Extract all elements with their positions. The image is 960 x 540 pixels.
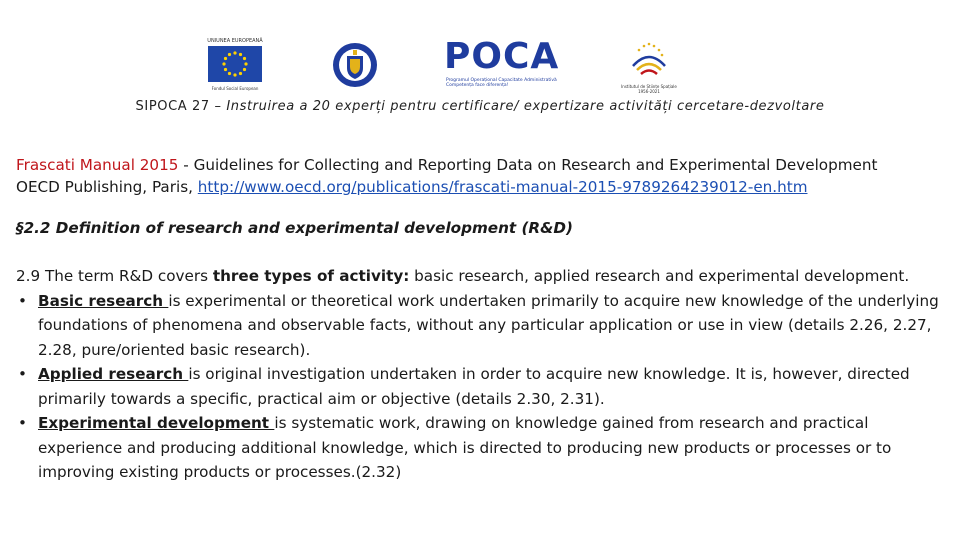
- term-basic-research: Basic research: [38, 291, 169, 310]
- section-heading: §2.2 Definition of research and experimental development (R&D): [16, 219, 573, 237]
- intro-prefix: 2.9 The term R&D covers: [16, 267, 213, 285]
- intro-suffix: basic research, applied research and experimental development.: [409, 267, 910, 285]
- poca-logo: [444, 36, 562, 92]
- government-logo: [333, 40, 377, 90]
- list-item-applied-research: [16, 362, 951, 411]
- bullet-icon: •: [18, 291, 27, 310]
- poca-logo-subcaption: [446, 78, 562, 88]
- term-experimental-development: Experimental development: [38, 414, 275, 432]
- definition-text: is original investigation undertaken in order to acquire new knowledge. It is, however, directed primarily towards a specific, practical aim or objective (details 2.30, 2.31).: [38, 365, 910, 408]
- institute-logo-caption: [619, 84, 679, 94]
- definition-body: [16, 264, 951, 485]
- poca-tagline: Competența face diferența!: [446, 83, 509, 88]
- list-item-experimental-development: [16, 411, 951, 485]
- project-name: Instruirea a 20 experți pentru certificare/ expertizare activități cercetare-dezvoltare: [226, 99, 825, 114]
- reference-title: Guidelines for Collecting and Reporting Data on Research and Experimental Development: [193, 156, 878, 174]
- institute-logo-icon: [625, 38, 673, 84]
- reference-link[interactable]: http://www.oecd.org/publications/frascati-manual-2015-9789264239012-en.htm: [197, 178, 808, 196]
- logo-strip: [0, 30, 960, 95]
- bullet-icon: •: [18, 365, 27, 383]
- reference-publisher: OECD Publishing, Paris,: [16, 178, 198, 196]
- eu-logo: [206, 38, 264, 96]
- project-title: [0, 99, 960, 114]
- romanian-coat-of-arms-icon: [333, 40, 377, 90]
- intro-emphasis: three types of activity:: [212, 267, 410, 285]
- intro-paragraph: [16, 264, 951, 289]
- reference-source: Frascati Manual 2015: [16, 156, 179, 174]
- bullet-icon: •: [18, 414, 27, 432]
- institute-name: Institutul de Științe Spațiale: [621, 84, 677, 89]
- eu-flag-icon: [208, 46, 262, 82]
- reference-separator: -: [178, 156, 194, 174]
- definition-list: [16, 289, 951, 485]
- institute-years: 1956-2021: [638, 89, 660, 94]
- poca-program-name: Programul Operațional Capacitate Administrativă: [446, 78, 557, 83]
- project-code: SIPOCA 27 –: [135, 99, 227, 114]
- reference-citation: [16, 154, 951, 198]
- poca-wordmark: POCA: [444, 36, 560, 77]
- eu-logo-caption: UNIUNEA EUROPEANĂ: [207, 38, 263, 44]
- definition-text: is systematic work, drawing on knowledge gained from research and practical experience and producing additional knowledge, which is directed to producing new products or processes or to improving existing products or processes.(2.32): [38, 414, 892, 481]
- eu-logo-subcaption: Fondul Social European: [211, 86, 259, 91]
- definition-text: is experimental or theoretical work undertaken primarily to acquire new knowledge of the underlying foundations of phenomena and observable facts, without any particular application or use in view (details 2.26, 2.27, 2.28, pure/oriented basic research).: [38, 291, 939, 359]
- list-item-basic-research: [16, 289, 951, 363]
- term-applied-research: Applied research: [38, 365, 189, 383]
- institute-logo: [621, 38, 677, 96]
